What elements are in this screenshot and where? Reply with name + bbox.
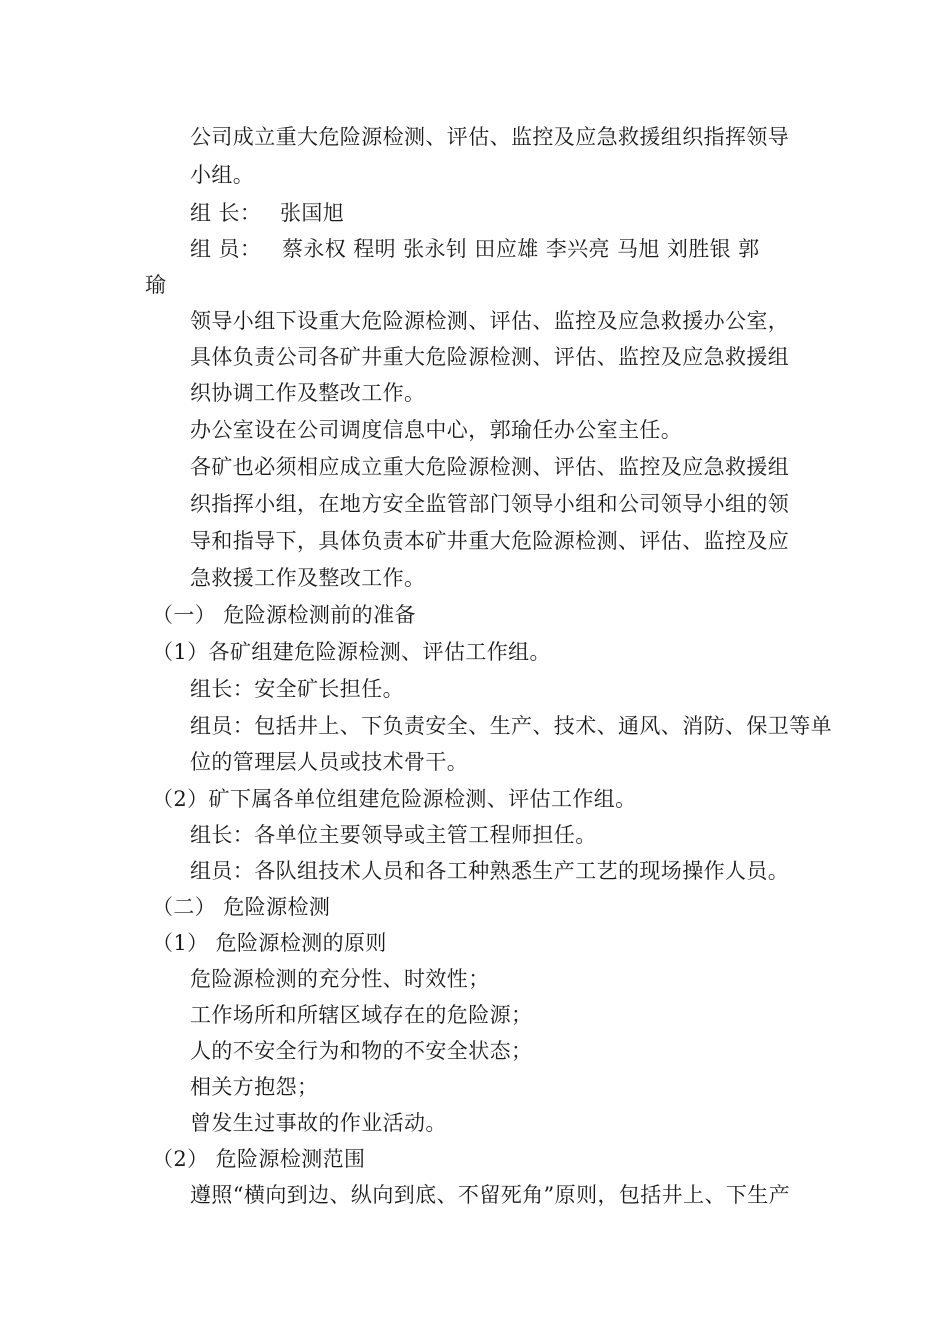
list-item: 工作场所和所辖区域存在的危险源； [190, 1003, 533, 1027]
list-item: 组长：安全矿长担任。 [190, 677, 404, 701]
list-item: 组员：包括井上、下负责安全、生产、技术、通风、消防、保卫等单 [190, 714, 832, 738]
list-item: 组员：各队组技术人员和各工种熟悉生产工艺的现场操作人员。 [190, 859, 790, 883]
list-item: （2）矿下属各单位组建危险源检测、评估工作组。 [152, 787, 637, 811]
list-item: 相关方抱怨； [190, 1075, 319, 1099]
list-item: （2） 危险源检测范围 [152, 1147, 366, 1171]
intro-line: 小组。 [190, 163, 255, 187]
mines-line: 织指挥小组，在地方安全监管部门领导小组和公司领导小组的领 [190, 492, 790, 516]
members-label: 组 员： [190, 237, 262, 261]
office-line: 办公室设在公司调度信息中心，郭瑜任办公室主任。 [190, 418, 683, 442]
members-list-cont: 瑜 [145, 273, 167, 297]
mines-line: 导和指导下，具体负责本矿井重大危险源检测、评估、监控及应 [190, 529, 790, 553]
list-item: 曾发生过事故的作业活动。 [190, 1111, 447, 1135]
leader-label: 组 长： [190, 201, 262, 225]
mines-line: 各矿也必须相应成立重大危险源检测、评估、监控及应急救援组 [190, 455, 790, 479]
list-item: （1） 危险源检测的原则 [152, 931, 387, 955]
office-line: 具体负责公司各矿井重大危险源检测、评估、监控及应急救援组 [190, 345, 790, 369]
list-item: 人的不安全行为和物的不安全状态； [190, 1039, 533, 1063]
list-item: （1）各矿组建危险源检测、评估工作组。 [152, 640, 551, 664]
list-item: 位的管理层人员或技术骨干。 [190, 750, 469, 774]
office-line: 领导小组下设重大危险源检测、评估、监控及应急救援办公室， [190, 309, 790, 333]
mines-line: 急救援工作及整改工作。 [190, 566, 426, 590]
section-heading: （二） 危险源检测 [152, 895, 331, 919]
section-heading: （一） 危险源检测前的准备 [152, 603, 416, 627]
intro-line: 公司成立重大危险源检测、评估、监控及应急救援组织指挥领导 [190, 125, 790, 149]
office-line: 织协调工作及整改工作。 [190, 381, 426, 405]
list-item: 组长：各单位主要领导或主管工程师担任。 [190, 823, 597, 847]
list-item: 危险源检测的充分性、时效性； [190, 967, 490, 991]
list-item: 遵照“横向到边、纵向到底、不留死角”原则，包括井上、下生产 [190, 1183, 791, 1207]
members-list: 蔡永权 程明 张永钊 田应雄 李兴亮 马旭 刘胜银 郭 [282, 237, 760, 261]
leader-name: 张国旭 [280, 201, 345, 225]
